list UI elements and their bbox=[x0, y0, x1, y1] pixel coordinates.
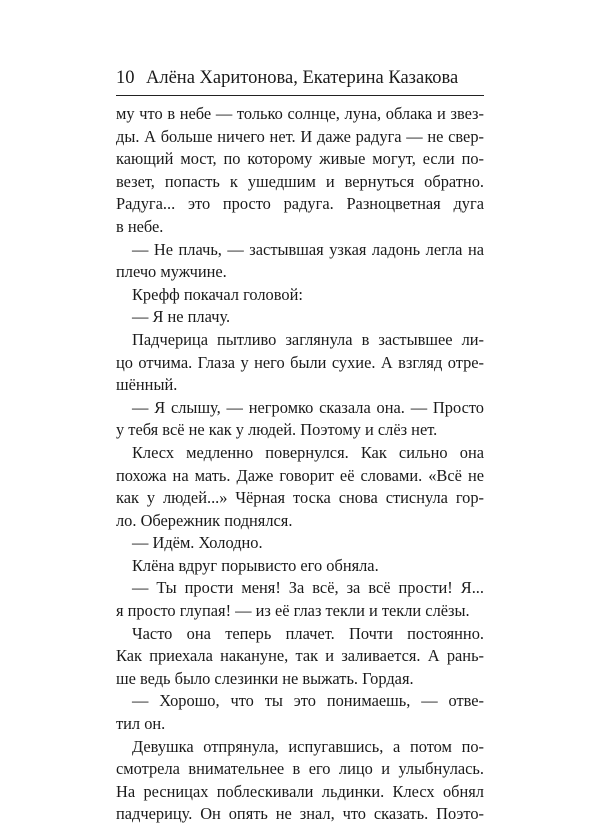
text-line: Клесх медленно повернулся. Как сильно она bbox=[132, 442, 484, 462]
text-line: как у людей...» Чёрная тоска снова стиснула гор- bbox=[116, 488, 484, 508]
text-line: шённый. bbox=[116, 375, 178, 395]
text-line: похожа на мать. Даже говорит её словами. «Всё не bbox=[116, 465, 484, 485]
text-line: — Не плачь, — застывшая узкая ладонь легла на bbox=[132, 239, 484, 259]
book-authors: Алёна Харитонова, Екатерина Казакова bbox=[146, 68, 459, 88]
text-line: ды. А больше ничего нет. И даже радуга — не свер- bbox=[116, 126, 484, 146]
text-line: у тебя всё не как у людей. Поэтому и слёз нет. bbox=[116, 420, 438, 440]
text-line: Крефф покачал головой: bbox=[132, 284, 303, 304]
text-line: — Я не плачу. bbox=[132, 307, 231, 327]
text-line: цо отчима. Глаза у него были сухие. А взгляд отре- bbox=[116, 352, 484, 372]
text-line: я просто глупая! — из её глаз текли и текли слёзы. bbox=[116, 601, 470, 621]
text-line: плечо мужчине. bbox=[116, 262, 227, 282]
text-line: кающий мост, по которому живые могут, если по- bbox=[116, 149, 484, 169]
text-line: Девушка отпрянула, испугавшись, а потом по- bbox=[132, 736, 484, 756]
text-line: — Идём. Холодно. bbox=[132, 533, 263, 553]
text-line: Как приехала накануне, так и заливается. А рань- bbox=[116, 646, 484, 666]
text-line: Часто она теперь плачет. Почти постоянно. bbox=[132, 623, 484, 643]
page-body bbox=[116, 103, 484, 826]
text-line: ше ведь было слезинки не выжать. Гордая. bbox=[116, 668, 414, 688]
text-line: Падчерица пытливо заглянула в застывшее ли- bbox=[132, 329, 484, 349]
text-line: ло. Обережник поднялся. bbox=[116, 510, 293, 530]
text-line: На ресницах поблескивали льдинки. Клесх обнял bbox=[116, 781, 484, 801]
text-line: — Я слышу, — негромко сказала она. — Просто bbox=[132, 397, 484, 417]
text-line: смотрела внимательнее в его лицо и улыбнулась. bbox=[116, 759, 484, 779]
text-line: му что в небе — только солнце, луна, облака и звез- bbox=[116, 104, 484, 123]
text-line: падчерицу. Он опять не знал, что сказать. Поэто- bbox=[116, 804, 484, 824]
text-line: — Ты прости меня! За всё, за всё прости! Я... bbox=[132, 578, 484, 598]
text-line: тил он. bbox=[116, 714, 166, 734]
text-line: везет, попасть к ушедшим и вернуться обратно. bbox=[116, 171, 484, 191]
text-line: в небе. bbox=[116, 216, 164, 236]
running-header bbox=[116, 66, 484, 90]
text-line: — Хорошо, что ты это понимаешь, — отве- bbox=[132, 691, 484, 711]
text-line: Клёна вдруг порывисто его обняла. bbox=[132, 555, 379, 575]
header-rule bbox=[116, 95, 484, 96]
text-line: Радуга... это просто радуга. Разноцветная дуга bbox=[116, 194, 484, 214]
page-number: 10 bbox=[116, 68, 135, 88]
